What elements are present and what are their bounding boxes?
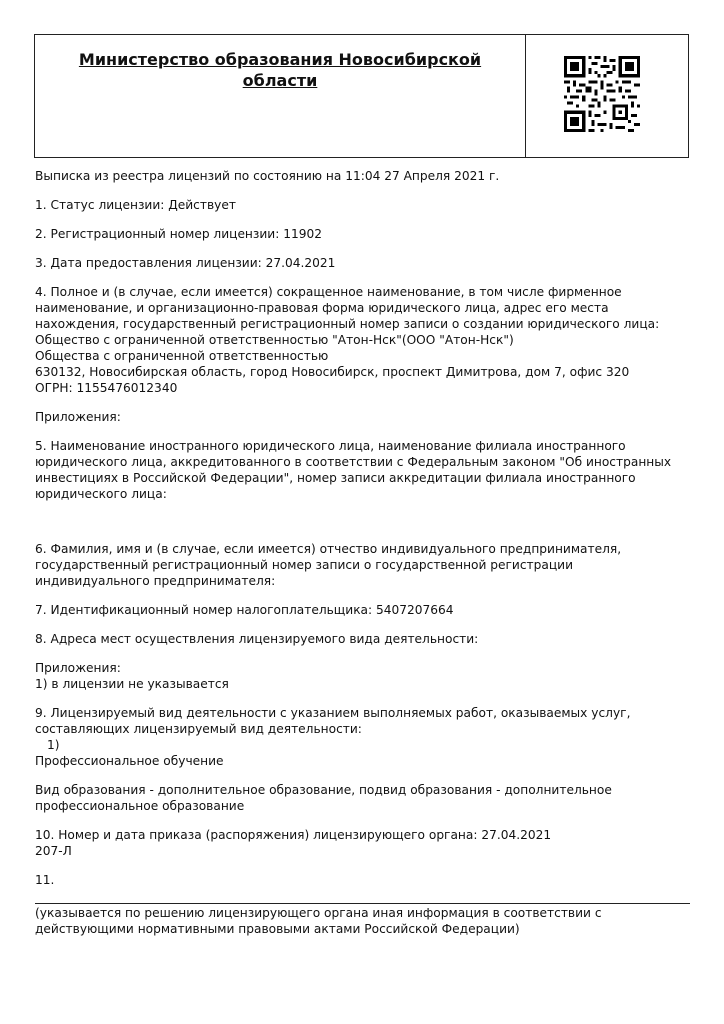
text-line: наименование, и организационно-правовая форма юридического лица, адрес его места: [35, 301, 609, 315]
appendix-label: Приложения:: [35, 661, 121, 675]
text-line: 1): [47, 738, 60, 752]
text-line: индивидуального предпринимателя:: [35, 574, 276, 588]
appendix-item: 1) в лицензии не указывается: [35, 677, 229, 691]
item-other-info: 11.: [35, 873, 55, 887]
header-box: [34, 34, 689, 158]
text-line: ОГРН: 1155476012340: [35, 381, 178, 395]
footnote: [35, 905, 690, 937]
item-licensed-activity: [35, 705, 690, 769]
item-legal-entity: [35, 284, 690, 396]
ministry-title-line1: Министерство образования Новосибирской: [78, 50, 482, 69]
item-order-number: [35, 827, 690, 859]
text-line: государственный регистрационный номер записи о государственной регистрации: [35, 558, 573, 572]
text-line: Общества с ограниченной ответственностью: [35, 349, 329, 363]
text-line: 10. Номер и дата приказа (распоряжения) лицензирующего органа: 27.04.2021: [35, 828, 552, 842]
divider: [35, 903, 690, 904]
text-line: 5. Наименование иностранного юридического лица, наименование филиала иностранного: [35, 439, 626, 453]
footnote-line: (указывается по решению лицензирующего органа иная информация в соответствии с: [35, 906, 602, 920]
ministry-title-line2: области: [242, 71, 318, 90]
text-line: Профессиональное обучение: [35, 754, 224, 768]
ministry-title: [35, 49, 525, 91]
footnote-line: действующими нормативными правовыми актами Российской Федерации): [35, 922, 520, 936]
item-activity-addresses: 8. Адреса мест осуществления лицензируемого вида деятельности:: [35, 632, 479, 646]
text-line: Общество с ограниченной ответственностью "Атон-Нск"(ООО "Атон-Нск"): [35, 333, 514, 347]
item-tax-id: 7. Идентификационный номер налогоплательщика: 5407207664: [35, 603, 454, 617]
text-line: 207-Л: [35, 844, 72, 858]
spacer: [35, 515, 690, 541]
item-license-status: 1. Статус лицензии: Действует: [35, 198, 236, 212]
text-line: профессиональное образование: [35, 799, 245, 813]
text-line: 4. Полное и (в случае, если имеется) сокращенное наименование, в том числе фирменное: [35, 285, 622, 299]
text-line: 6. Фамилия, имя и (в случае, если имеется) отчество индивидуального предпринимателя,: [35, 542, 622, 556]
item-issue-date: 3. Дата предоставления лицензии: 27.04.2021: [35, 256, 336, 270]
item-registration-number: 2. Регистрационный номер лицензии: 11902: [35, 227, 322, 241]
qr-code-icon: [564, 56, 640, 132]
item-individual-entrepreneur: [35, 541, 690, 589]
qr-cell: [525, 35, 690, 157]
text-line: инвестициях в Российской Федерации", номер записи аккредитации филиала иностранного: [35, 471, 636, 485]
text-line: 9. Лицензируемый вид деятельности с указанием выполняемых работ, оказываемых услуг,: [35, 706, 631, 720]
education-type: [35, 782, 690, 814]
appendix-label: Приложения:: [35, 410, 121, 424]
text-line: юридического лица:: [35, 487, 167, 501]
item-foreign-entity: [35, 438, 690, 502]
text-line: Вид образования - дополнительное образование, подвид образования - дополнительное: [35, 783, 612, 797]
text-line: 630132, Новосибирская область, город Новосибирск, проспект Димитрова, дом 7, офис 320: [35, 365, 630, 379]
text-line: нахождения, государственный регистрационный номер записи о создании юридического лица:: [35, 317, 660, 331]
license-extract-body: [35, 168, 690, 901]
extract-date-line: Выписка из реестра лицензий по состоянию на 11:04 27 Апреля 2021 г.: [35, 169, 500, 183]
text-line: юридического лица, аккредитованного в соответствии с Федеральным законом "Об иностранных: [35, 455, 672, 469]
text-line: составляющих лицензируемый вид деятельности:: [35, 722, 362, 736]
appendix-2: [35, 660, 690, 692]
